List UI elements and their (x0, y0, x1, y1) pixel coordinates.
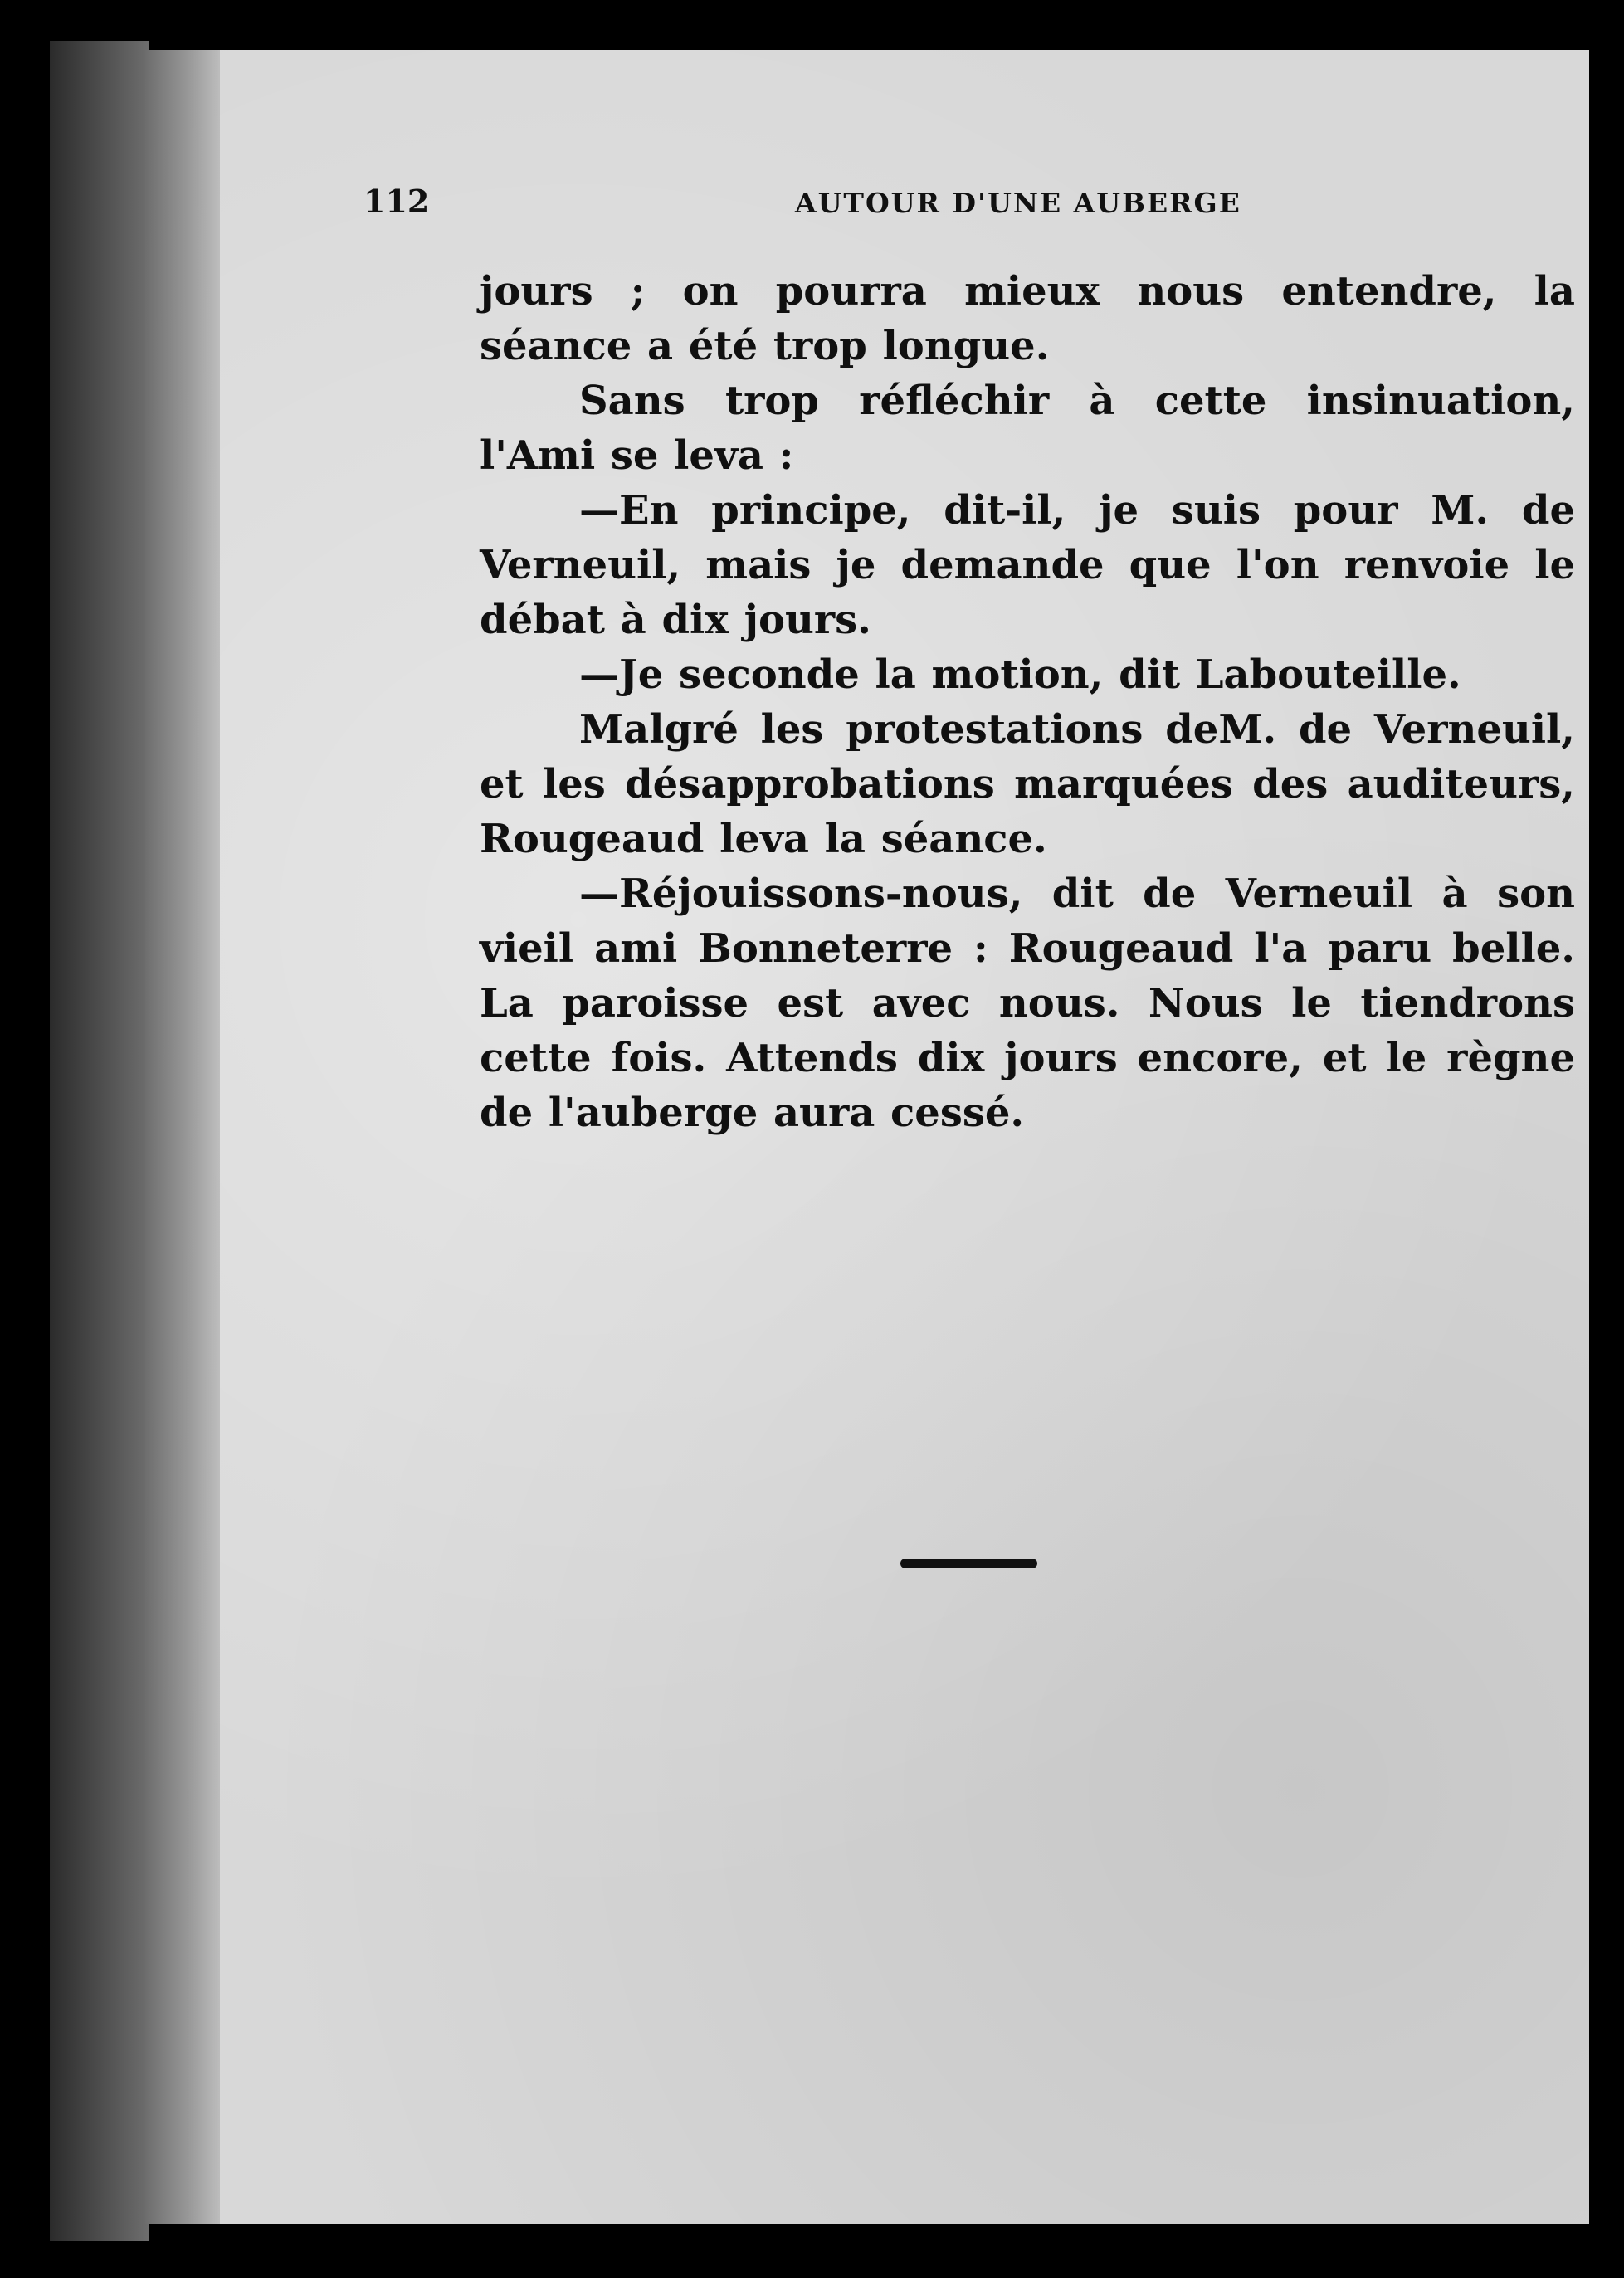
paragraph-dialogue: —En principe, dit-il, je suis pour M. de Verneuil, mais je demande que l'on renvoie le débat à dix jours. (480, 487, 1575, 643)
scanned-binding-edge (50, 41, 149, 2241)
page-header (363, 183, 1293, 232)
page-number: 112 (363, 183, 430, 220)
paragraph: Malgré les protestations deM. de Verneuil, et les désapprobations marquées des auditeurs, Rougeaud leva la séance. (480, 706, 1575, 862)
paragraph: Sans trop réfléchir à cette insinuation, l'Ami se leva : (480, 378, 1575, 479)
paragraph-dialogue: —Réjouissons-nous, dit de Verneuil à son vieil ami Bonneterre : Rougeaud l'a paru belle. La paroisse est avec nous. Nous le tiendrons cette fois. Attends dix jours encore, et le règne de l'auberge aura cessé. (480, 871, 1575, 1136)
paragraph-dialogue: —Je seconde la motion, dit Labouteille. (579, 651, 1461, 698)
end-of-chapter-rule (900, 1559, 1037, 1568)
body-text (480, 264, 1575, 1140)
running-title: AUTOUR D'UNE AUBERGE (795, 187, 1241, 219)
paragraph-continuation: jours ; on pourra mieux nous entendre, la séance a été trop longue. (480, 268, 1575, 369)
page-gutter-shadow (145, 50, 220, 2224)
